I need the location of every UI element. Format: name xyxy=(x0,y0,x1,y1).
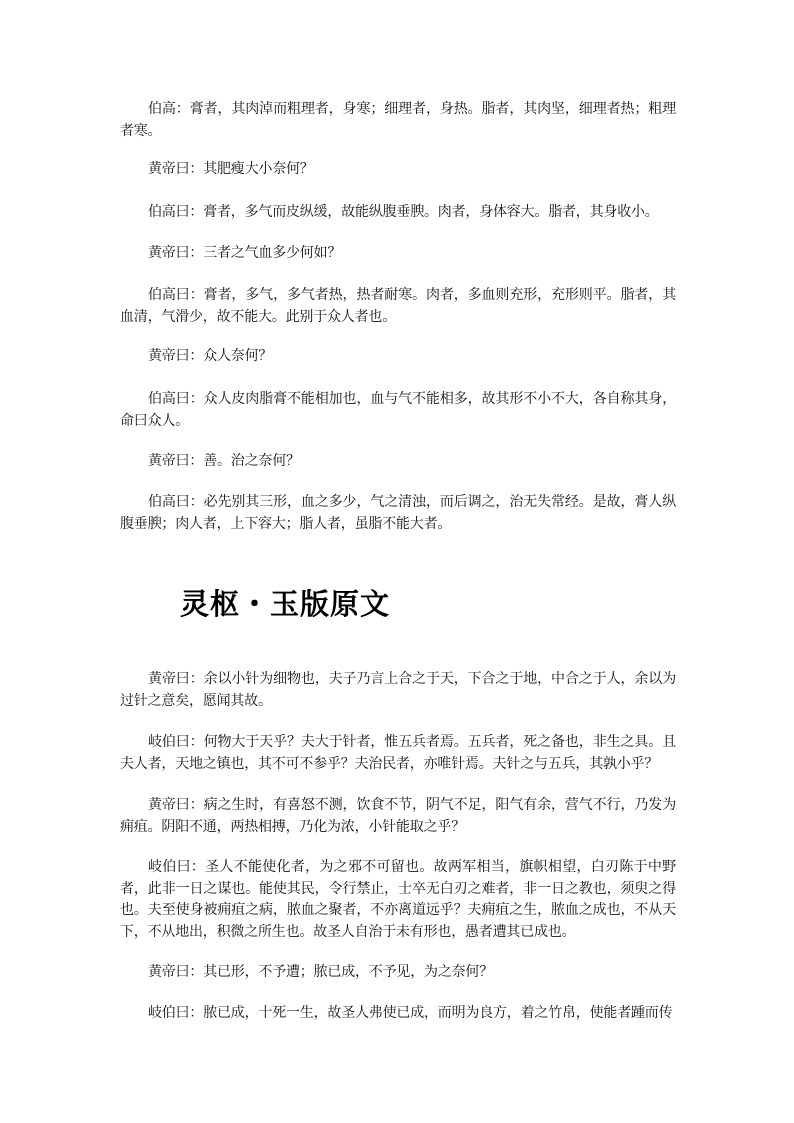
paragraph-huangdi-abscess: 黄帝曰：病之生时，有喜怒不测，饮食不节，阴气不足，阳气有余，营气不行，乃发为痈疽。阴阳不通，两热相搏，乃化为浓，小针能取之乎？ xyxy=(120,797,676,835)
paragraph-qibo-sages: 岐伯曰：圣人不能使化者，为之邪不可留也。故两军相当，旗帜相望，白刃陈于中野者，此非一日之谋也。能使其民，令行禁止，士卒无白刃之难者，非一日之教也，须臾之得也。夫至使身被痈疽之病，脓血之聚者，不亦离道远乎？夫痈疽之生，脓血之成也，不从天下，不从地出，积微之所生也。故圣人自治于未有形也，愚者遭其已成也。 xyxy=(120,859,676,940)
paragraph-huangdi-question-qi-blood: 黄帝曰：三者之气血多少何如？ xyxy=(148,245,342,261)
paragraph-huangdi-question-treatment: 黄帝曰：善。治之奈何？ xyxy=(148,453,300,469)
paragraph-huangdi-question-ordinary: 黄帝曰：众人奈何？ xyxy=(148,348,273,364)
paragraph-qibo-pus-formed: 岐伯曰：脓已成，十死一生，故圣人弗使已成，而明为良方，着之竹帛，使能者踵而传 xyxy=(148,1005,673,1021)
paragraph-bogao-answer-treatment: 伯高曰：必先别其三形，血之多少，气之清浊，而后调之，治无失常经。是故，膏人纵腹垂腴；肉人者，上下容大；脂人者，虽脂不能大者。 xyxy=(120,494,676,532)
paragraph-bogao-answer-ordinary: 伯高曰：众人皮肉脂膏不能相加也，血与气不能相多，故其形不小不大，各自称其身，命曰众人。 xyxy=(120,391,676,429)
paragraph-bogao-fat-types: 伯高：膏者，其肉淖而粗理者，身寒；细理者，身热。脂者，其肉坚，细理者热；粗理者寒。 xyxy=(120,101,676,139)
paragraph-huangdi-question-size: 黄帝曰：其肥瘦大小奈何？ xyxy=(148,161,314,177)
paragraph-bogao-answer-size: 伯高曰：膏者，多气而皮纵缓，故能纵腹垂腴。肉者，身体容大。脂者，其身收小。 xyxy=(148,204,659,220)
paragraph-huangdi-small-needle: 黄帝曰：余以小针为细物也，夫子乃言上合之于天，下合之于地，中合之于人，余以为过针之意矣，愿闻其故。 xyxy=(120,671,676,709)
paragraph-bogao-answer-qi-blood: 伯高曰：膏者，多气，多气者热，热者耐寒。肉者，多血则充形，充形则平。脂者，其血清，气滑少，故不能大。此别于众人者也。 xyxy=(120,287,676,325)
section-heading: 灵枢・玉版原文 xyxy=(180,587,391,621)
paragraph-qibo-five-weapons: 岐伯曰：何物大于天乎？夫大于针者，惟五兵者焉。五兵者，死之备也，非生之具。且夫人者，天地之镇也，其不可不参乎？夫治民者，亦唯针焉。夫针之与五兵，其孰小乎？ xyxy=(120,734,676,772)
paragraph-huangdi-formed: 黄帝曰：其已形，不予遭；脓已成，不予见，为之奈何？ xyxy=(148,964,493,980)
